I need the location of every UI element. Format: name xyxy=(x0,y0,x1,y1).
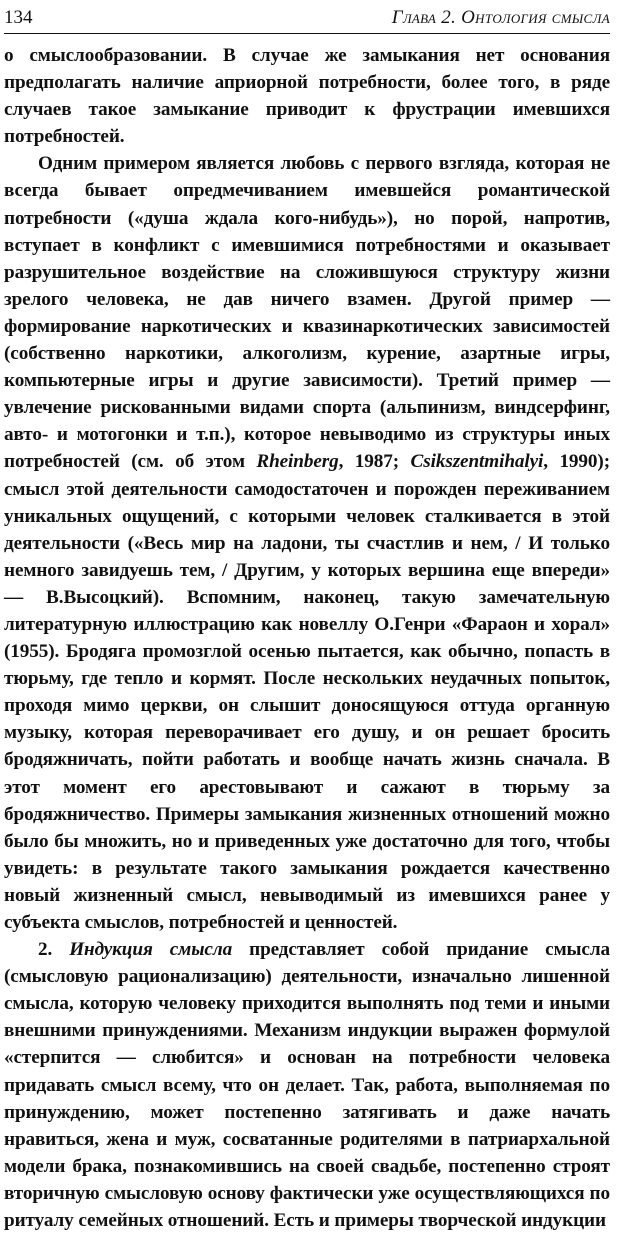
text-run: , 1987; xyxy=(338,451,411,473)
text-run: , 1990); смысл этой деятельности самодостаточен и порожден переживанием уникальных ощущений, с которыми человек сталкивается в этой деятельности («Весь мир на ладони, ты счастлив и нем, / И только немного завидуешь тем, / Другим, у которых вершина еще впереди» — В.Высоцкий). Вспомним, наконец, такую замечательную литературную иллюстрацию как новеллу О.Генри «Фараон и хорал» (1955). Бродяга промозглой осенью пытается, как обычно, попасть в тюрьму, где тепло и кормят. После нескольких неудачных попыток, проходя мимо церкви, он слышит доносящуюся оттуда органную музыку, которая переворачивает его душу, и он решает бросить бродяжничать, пойти работать и вообще начать жизнь сначала. В этот момент его арестовывают и сажают в тюрьму за бродяжничество. Примеры замыкания жизненных отношений можно было бы множить, но и приведенных уже достаточно для того, чтобы увидеть: в результате такого замыкания рождается качественно новый жизненный смысл, невыводимый из имевшихся ранее у субъекта смыслов, потребностей и ценностей. xyxy=(4,451,610,933)
paragraph xyxy=(4,42,610,150)
text-run: представляет собой придание смысла (смысловую рационализацию) деятельности, изначально лишенной смысла, которую человеку приходится выполнять под теми и иными внешними принуждениями. Механизм индукции выражен формулой «стерпится — слюбится» и основан на потребности человека придавать смысл всему, что он делает. Так, работа, выполняемая по принуждению, может постепенно затягивать и даже начать нравиться, жена и муж, сосватанные родителями в патриархальной модели брака, познакомившись на своей свадьбе, постепенно строят вторичную смысловую основу фактически уже осуществляющихся по ритуалу семейных отношений. Есть и примеры творческой индукции xyxy=(4,939,610,1232)
page-header xyxy=(4,6,610,34)
term-italic: Индукция смысла xyxy=(69,939,233,961)
author-citation: Csikszentmihalyi xyxy=(410,451,544,473)
text-run: Одним примером является любовь с первого взгляда, которая не всегда бывает опредмечиванием имевшейся романтической потребности («душа ждала кого-нибудь»), но порой, напротив, вступает в конфликт с имевшимися потребностями и оказывает разрушительное воздействие на сложившуюся структуру жизни зрелого человека, не дав ничего взамен. Другой пример — формирование наркотических и квазинаркотических зависимостей (собственно наркотики, алкоголизм, курение, азартные игры, компьютерные игры и другие зависимости). Третий пример — увлечение рискованными видами спорта (альпинизм, виндсерфинг, авто- и мотогонки и т.п.), которое невыводимо из структуры иных потребностей (см. об этом xyxy=(4,153,610,473)
text-run: о смыслообразовании. В случае же замыкания нет основания предполагать наличие априорной потребности, более того, в ряде случаев такое замыкание приводит к фрустрации имевшихся потребностей. xyxy=(4,45,610,148)
author-citation: Rheinberg xyxy=(256,451,339,473)
paragraph xyxy=(4,936,610,1234)
running-head: Глава 2. Онтология смысла xyxy=(391,7,610,28)
paragraph xyxy=(4,150,610,936)
text-run: 2. xyxy=(38,939,70,961)
page-body xyxy=(4,42,610,1234)
page-number: 134 xyxy=(4,7,33,28)
